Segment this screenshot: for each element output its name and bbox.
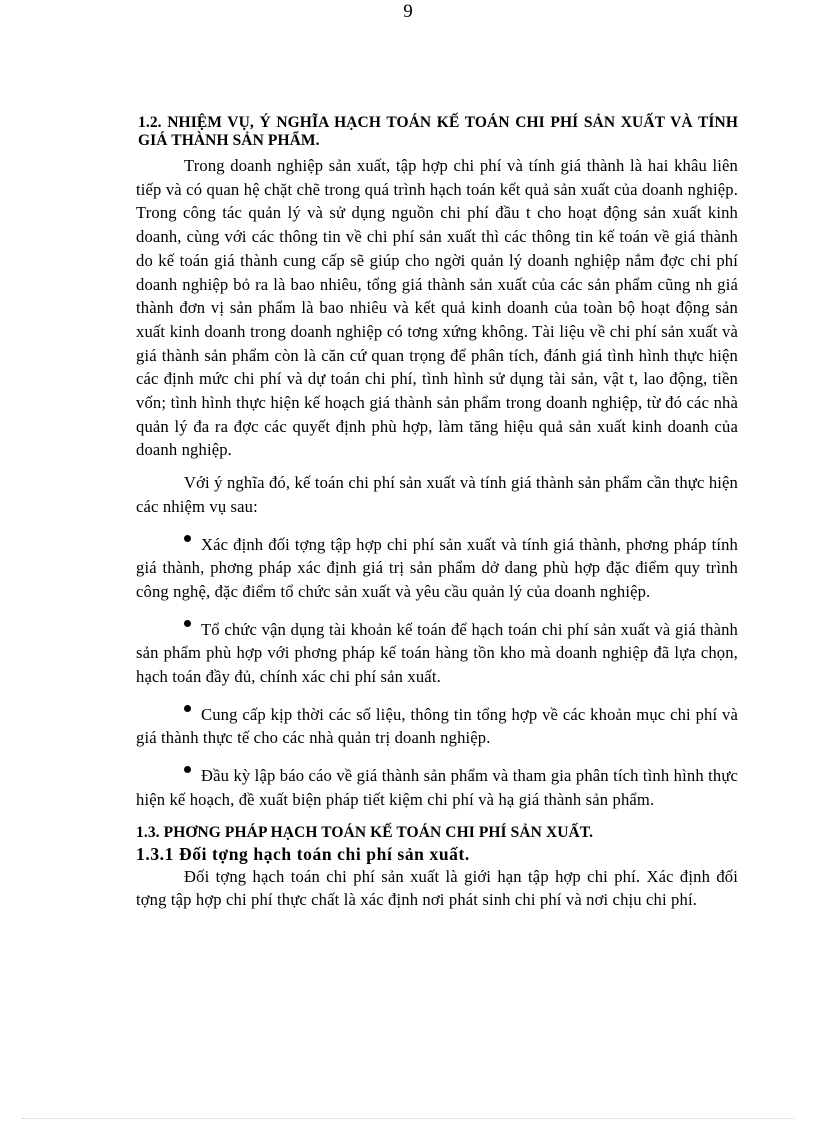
bullet-item — [136, 618, 738, 689]
subsection-heading-1-3-1: 1.3.1 Đối tợng hạch toán chi phí sản xuất. — [136, 843, 470, 864]
footer-divider — [22, 1118, 794, 1119]
section-heading-1-2: 1.2. NHIỆM VỤ, Ý NGHĨA HẠCH TOÁN KẾ TOÁN CHI PHÍ SẢN XUẤT VÀ TÍNH GIÁ THÀNH SẢN PHẨM. — [138, 114, 738, 149]
bullet-text: Cung cấp kịp thời các số liệu, thông tin tổng hợp về các khoản mục chi phí và giá thành thực tế cho các nhà quản trị doanh nghiệp. — [136, 704, 738, 748]
section-heading-1-3: 1.3. PHƠNG PHÁP HẠCH TOÁN KẾ TOÁN CHI PHÍ SẢN XUẤT. — [136, 823, 594, 841]
paragraph-cost-object: Đối tợng hạch toán chi phí sản xuất là giới hạn tập hợp chi phí. Xác định đối tợng tập hợp chi phí thực chất là xác định nơi phát sinh chi phí và nơi chịu chi phí. — [136, 866, 738, 910]
bullet-item — [136, 533, 738, 604]
page-body — [136, 114, 738, 912]
page-number: 9 — [403, 1, 413, 22]
paragraph-intro: Trong doanh nghiệp sản xuất, tập hợp chi phí và tính giá thành là hai khâu liên tiếp và có quan hệ chặt chẽ trong quá trình hạch toán kết quả sản xuất của doanh nghiệp. Trong công tác quản lý và sử dụng nguồn chi phí đầu t cho hoạt động sản xuất kinh doanh, cùng với các thông tin về chi phí sản xuất thì các thông tin kế toán về giá thành do kế toán giá thành cung cấp sẽ giúp cho ngời quản lý doanh nghiệp nắm đợc chi phí doanh nghiệp bỏ ra là bao nhiêu, tổng giá thành sản xuất của các sản phẩm cũng nh giá thành đơn vị sản phẩm là bao nhiêu và kết quả kinh doanh của toàn bộ hoạt động sản xuất kinh doanh trong doanh nghiệp có tơng xứng không. Tài liệu về chi phí sản xuất và giá thành sản phẩm còn là căn cứ quan trọng để phân tích, đánh giá tình hình thực hiện các định mức chi phí và dự toán chi phí, tình hình sử dụng tài sản, vật t, lao động, tiền vốn; tình hình thực hiện kế hoạch giá thành sản phẩm trong doanh nghiệp, từ đó các nhà quản lý đa ra đợc các quyết định phù hợp, làm tăng hiệu quả sản xuất kinh doanh của doanh nghiệp. — [136, 156, 738, 460]
bullet-icon — [184, 535, 191, 542]
bullet-item — [136, 764, 738, 811]
bullet-item — [136, 703, 738, 750]
bullet-text: Tổ chức vận dụng tài khoản kế toán để hạch toán chi phí sản xuất và giá thành sản phẩm phù hợp với phơng pháp kế toán hàng tồn kho mà doanh nghiệp đã lựa chọn, hạch toán đầy đủ, chính xác chi phí sản xuất. — [136, 619, 738, 687]
bullet-text: Đầu kỳ lập báo cáo về giá thành sản phẩm và tham gia phân tích tình hình thực hiện kế hoạch, đề xuất biện pháp tiết kiệm chi phí và hạ giá thành sản phẩm. — [136, 766, 738, 809]
bullet-text: Xác định đối tợng tập hợp chi phí sản xuất và tính giá thành, phơng pháp tính giá thành, phơng pháp xác định giá trị sản phẩm dở dang phù hợp đặc điểm quy trình công nghệ, đặc điểm tổ chức sản xuất và yêu cầu quản lý của doanh nghiệp. — [136, 534, 738, 601]
paragraph-tasks-lead: Với ý nghĩa đó, kế toán chi phí sản xuất và tính giá thành sản phẩm cần thực hiện các nhiệm vụ sau: — [136, 473, 738, 516]
bullet-icon — [184, 766, 191, 773]
bullet-icon — [184, 705, 191, 712]
bullet-icon — [184, 620, 191, 627]
